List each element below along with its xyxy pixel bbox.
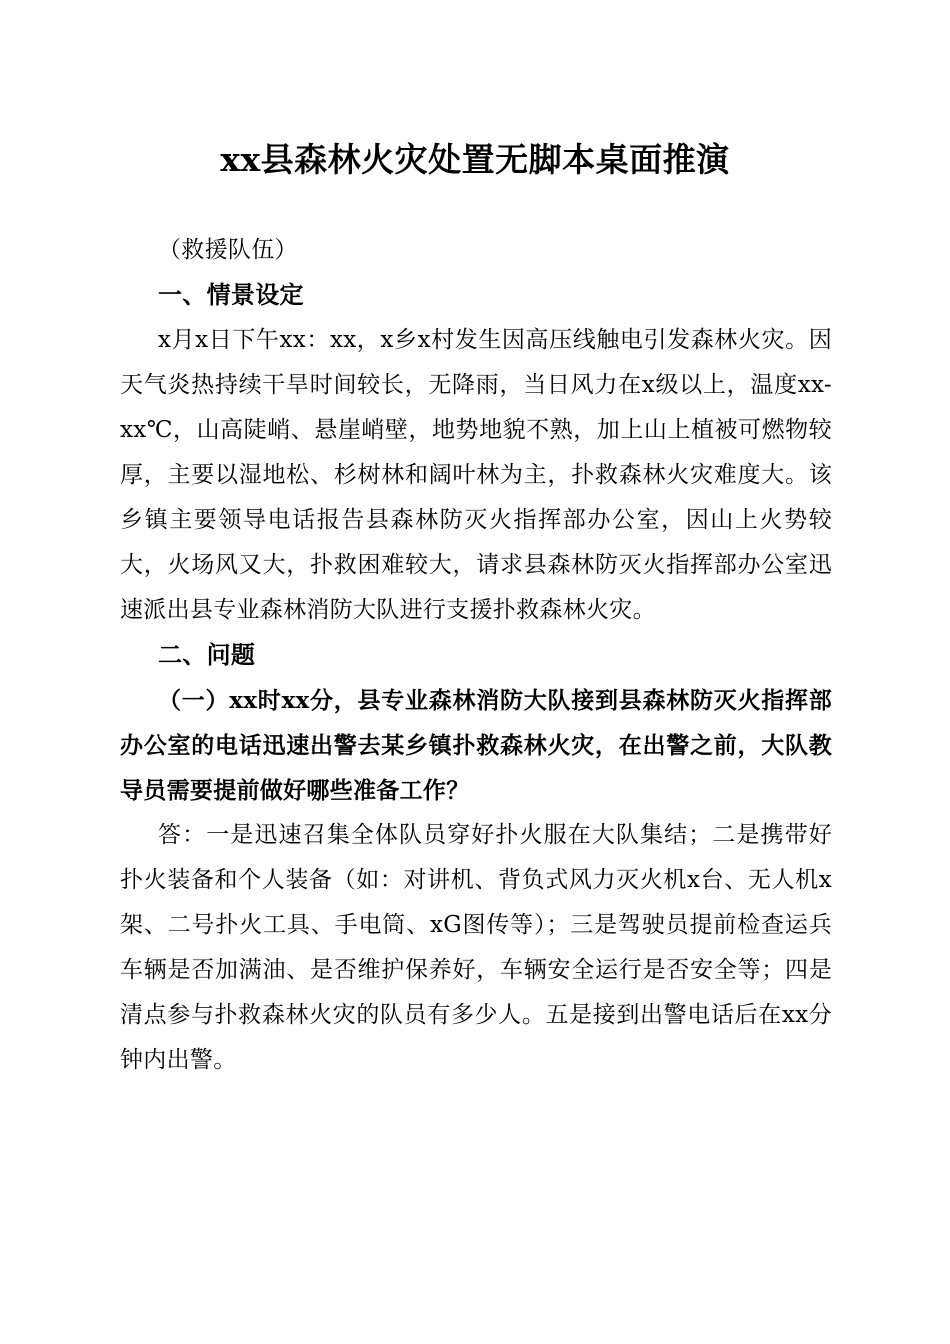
answer-paragraph: 答：一是迅速召集全体队员穿好扑火服在大队集结；二是携带好扑火装备和个人装备（如：对讲机、背负式风力灭火机x台、无人机x架、二号扑火工具、手电筒、xG图传等）；三是驾驶员提前检查运兵车辆是否加满油、是否维护保养好，车辆安全运行是否安全等；四是清点参与扑救森林火灾的队员有多少人。五是接到出警电话后在xx分钟内出警。 bbox=[120, 822, 832, 1073]
section-heading-questions: 二、问题 bbox=[158, 641, 256, 669]
question-paragraph: （一）xx时xx分，县专业森林消防大队接到县森林防灭火指挥部办公室的电话迅速出警去某乡镇扑救森林火灾，在出警之前，大队教导员需要提前做好哪些准备工作？ bbox=[120, 687, 832, 804]
document-body bbox=[120, 228, 832, 1083]
document-subtitle: （救援队伍） bbox=[158, 237, 298, 263]
scenario-paragraph: x月x日下午xx：xx，x乡x村发生因高压线触电引发森林火灾。因天气炎热持续干旱时间较长，无降雨，当日风力在x级以上，温度xx-xx℃，山高陡峭、悬崖峭壁，地势地貌不熟，加上山上植被可燃物较厚，主要以湿地松、杉树林和阔叶林为主，扑救森林火灾难度大。该乡镇主要领导电话报告县森林防灭火指挥部办公室，因山上火势较大，火场风又大，扑救困难较大，请求县森林防灭火指挥部办公室迅速派出县专业森林消防大队进行支援扑救森林火灾。 bbox=[120, 327, 832, 623]
document-title: xx县森林火灾处置无脚本桌面推演 bbox=[220, 140, 730, 179]
section-heading-scenario: 一、情景设定 bbox=[158, 281, 304, 309]
